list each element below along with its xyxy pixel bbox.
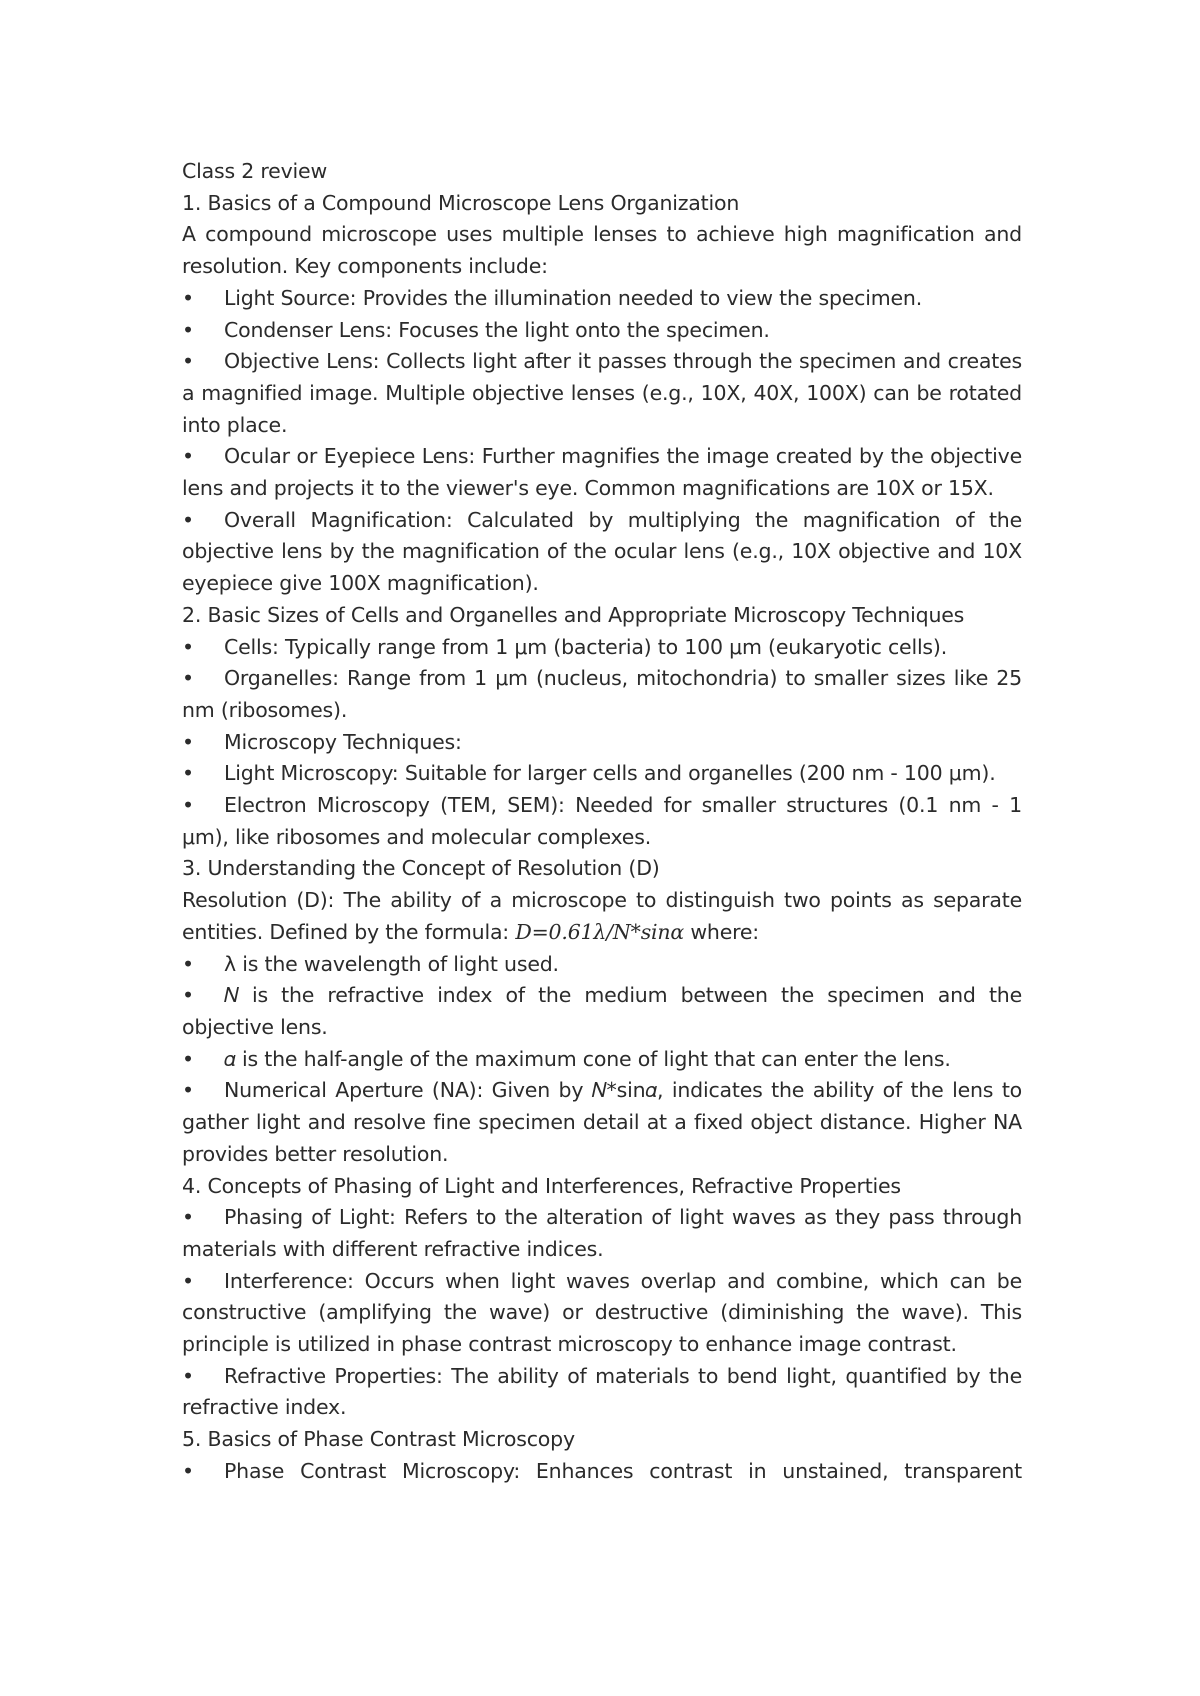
list-item-text: Objective Lens: Collects light after it passes through the specimen and creates a magnified image. Multiple objective lenses (e.g., 10X, 40X, 100X) can be rotated into place. (182, 349, 1022, 437)
list-item-text: Cells: Typically range from 1 μm (bacteria) to 100 μm (eukaryotic cells). (224, 634, 948, 659)
list-item (182, 727, 1022, 759)
bullet-icon: • (182, 666, 194, 691)
bullet-icon: • (182, 1458, 194, 1483)
list-item (182, 980, 1022, 1043)
list-item (182, 441, 1022, 504)
bullet-icon: • (182, 1046, 194, 1071)
bullet-icon: • (182, 1078, 194, 1103)
list-item (182, 758, 1022, 790)
section-3 (182, 853, 1022, 1170)
section-heading: 5. Basics of Phase Contrast Microscopy (182, 1427, 575, 1452)
bullet-icon: • (182, 729, 194, 754)
list-item (182, 632, 1022, 664)
list-item-text: Phase Contrast Microscopy: Enhances contrast in unstained, transparent (224, 1458, 1022, 1483)
bullet-icon: • (182, 1268, 194, 1293)
document-page (182, 156, 1022, 1488)
section-heading: 2. Basic Sizes of Cells and Organelles and Appropriate Microscopy Techniques (182, 602, 965, 627)
bullet-icon: • (182, 444, 194, 469)
list-item-text: Condenser Lens: Focuses the light onto the specimen. (224, 317, 770, 342)
section-intro (182, 885, 1022, 948)
list-item-text: 𝑁 is the refractive index of the medium between the specimen and the objective lens. (182, 983, 1022, 1039)
list-item (182, 1075, 1022, 1170)
list-item (182, 346, 1022, 441)
bullet-icon: • (182, 634, 194, 659)
bullet-icon: • (182, 507, 194, 532)
list-item-text: Interference: Occurs when light waves overlap and combine, which can be constructive (amplifying the wave) or destructive (diminishing the wave). This principle is utilized in phase contrast microscopy to enhance image contrast. (182, 1268, 1022, 1357)
list-item-text: Ocular or Eyepiece Lens: Further magnifies the image created by the objective lens and projects it to the viewer's eye. Common magnifications are 10X or 15X. (182, 444, 1022, 501)
bullet-icon: • (182, 1363, 194, 1388)
list-item (182, 505, 1022, 600)
section-intro: A compound microscope uses multiple lenses to achieve high magnification and resolution. Key components include: (182, 222, 1022, 279)
list-item-text: Light Microscopy: Suitable for larger cells and organelles (200 nm - 100 μm). (224, 761, 996, 786)
list-item-text: Refractive Properties: The ability of materials to bend light, quantified by the refractive index. (182, 1363, 1022, 1420)
list-item-text: Overall Magnification: Calculated by multiplying the magnification of the objective lens by the magnification of the ocular lens (e.g., 10X objective and 10X eyepiece give 100X magnification). (182, 507, 1022, 596)
list-item-text: Phasing of Light: Refers to the alteration of light waves as they pass through materials with different refractive indices. (182, 1205, 1022, 1261)
section-heading: 3. Understanding the Concept of Resolution (D) (182, 856, 660, 881)
intro-text: Resolution (D): The ability of a microscope to distinguish two points as separate entities. Defined by the formula: (182, 888, 1022, 944)
list-item (182, 283, 1022, 315)
section-heading: 1. Basics of a Compound Microscope Lens Organization (182, 190, 740, 215)
resolution-formula: 𝐷=0.61𝜆/𝑁*sin𝛼 (515, 919, 685, 944)
list-item (182, 949, 1022, 981)
bullet-icon: • (182, 761, 194, 786)
section-5 (182, 1424, 1022, 1487)
bullet-icon: • (182, 349, 194, 374)
bullet-icon: • (182, 793, 194, 818)
list-item (182, 1044, 1022, 1076)
bullet-icon: • (182, 317, 194, 342)
list-item-text: 𝛼 is the half-angle of the maximum cone of light that can enter the lens. (224, 1046, 951, 1071)
list-item (182, 315, 1022, 347)
section-heading: 4. Concepts of Phasing of Light and Interferences, Refractive Properties (182, 1173, 901, 1198)
list-item (182, 663, 1022, 726)
list-item (182, 1361, 1022, 1424)
section-4 (182, 1171, 1022, 1425)
list-item-text: Organelles: Range from 1 μm (nucleus, mitochondria) to smaller sizes like 25 nm (ribosomes). (182, 666, 1022, 722)
bullet-icon: • (182, 983, 194, 1008)
list-item (182, 1266, 1022, 1361)
list-item-text: λ is the wavelength of light used. (224, 951, 559, 976)
list-item-text: Electron Microscopy (TEM, SEM): Needed for smaller structures (0.1 nm - 1 μm), like ribosomes and molecular complexes. (182, 793, 1022, 849)
list-item (182, 1456, 1022, 1488)
list-item-text: Light Source: Provides the illumination needed to view the specimen. (224, 285, 923, 310)
list-item-text: Microscopy Techniques: (224, 729, 462, 754)
list-item-text: Numerical Aperture (NA): Given by 𝑁*sin𝛼, indicates the ability of the lens to gather light and resolve fine specimen detail at a fixed object distance. Higher NA provides better resolution. (182, 1078, 1022, 1166)
intro-suffix: where: (684, 919, 760, 944)
bullet-icon: • (182, 951, 194, 976)
list-item (182, 790, 1022, 853)
list-item (182, 1202, 1022, 1265)
document-title: Class 2 review (182, 159, 328, 183)
bullet-icon: • (182, 1205, 194, 1230)
bullet-icon: • (182, 285, 194, 310)
section-2 (182, 600, 1022, 854)
section-1 (182, 188, 1022, 600)
